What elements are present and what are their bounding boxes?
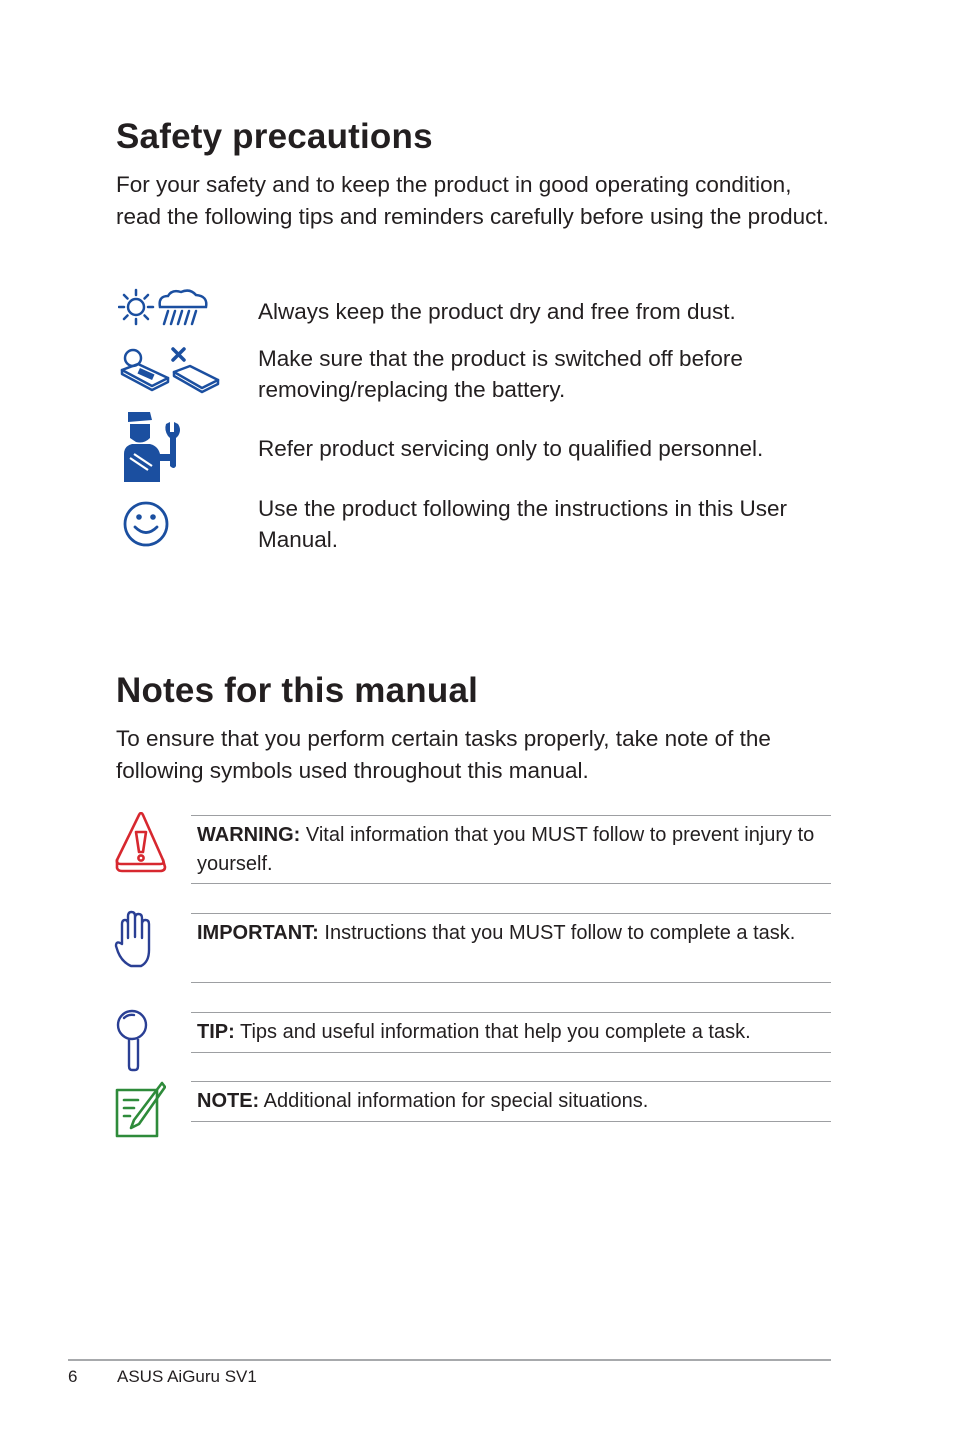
safety-item-text: Make sure that the product is switched off before removing/replacing the battery. bbox=[258, 346, 743, 402]
important-note bbox=[191, 913, 831, 983]
note-pencil-icon bbox=[114, 1080, 166, 1140]
safety-title: Safety precautions bbox=[116, 117, 433, 156]
safety-item-text: Refer product servicing only to qualified personnel. bbox=[258, 436, 764, 461]
note-text: Additional information for special situations. bbox=[259, 1090, 649, 1112]
note-note bbox=[191, 1081, 831, 1122]
notes-title: Notes for this manual bbox=[116, 671, 479, 710]
safety-item-text: Always keep the product dry and free from dust. bbox=[258, 299, 736, 324]
magnifier-icon bbox=[114, 1008, 150, 1072]
footer-product-name: ASUS AiGuru SV1 bbox=[117, 1367, 257, 1386]
note-text: Vital information that you MUST follow to prevent injury to yourself. bbox=[197, 824, 815, 875]
sun-rain-icon bbox=[118, 288, 210, 328]
safety-item-text: Use the product following the instructions in this User Manual. bbox=[258, 496, 788, 552]
note-label: WARNING: bbox=[197, 824, 301, 846]
footer-rule bbox=[68, 1359, 831, 1361]
page-number: 6 bbox=[68, 1367, 78, 1386]
safety-intro: For your safety and to keep the product in good operating condition, read the following tips and reminders carefully before using the product. bbox=[116, 172, 829, 229]
note-label: NOTE: bbox=[197, 1090, 260, 1112]
note-label: IMPORTANT: bbox=[197, 922, 319, 944]
note-label: TIP: bbox=[197, 1021, 235, 1043]
tip-note bbox=[191, 1012, 831, 1053]
battery-swap-icon bbox=[118, 344, 220, 394]
notes-intro: To ensure that you perform certain tasks properly, take note of the following symbols used throughout this manual. bbox=[116, 726, 771, 783]
note-text: Tips and useful information that help you complete a task. bbox=[234, 1021, 751, 1043]
note-text: Instructions that you MUST follow to complete a task. bbox=[318, 922, 796, 944]
technician-icon bbox=[122, 410, 190, 484]
hand-icon bbox=[114, 910, 156, 970]
smiley-icon bbox=[122, 500, 170, 548]
warning-note bbox=[191, 815, 831, 884]
warning-icon bbox=[114, 812, 168, 874]
